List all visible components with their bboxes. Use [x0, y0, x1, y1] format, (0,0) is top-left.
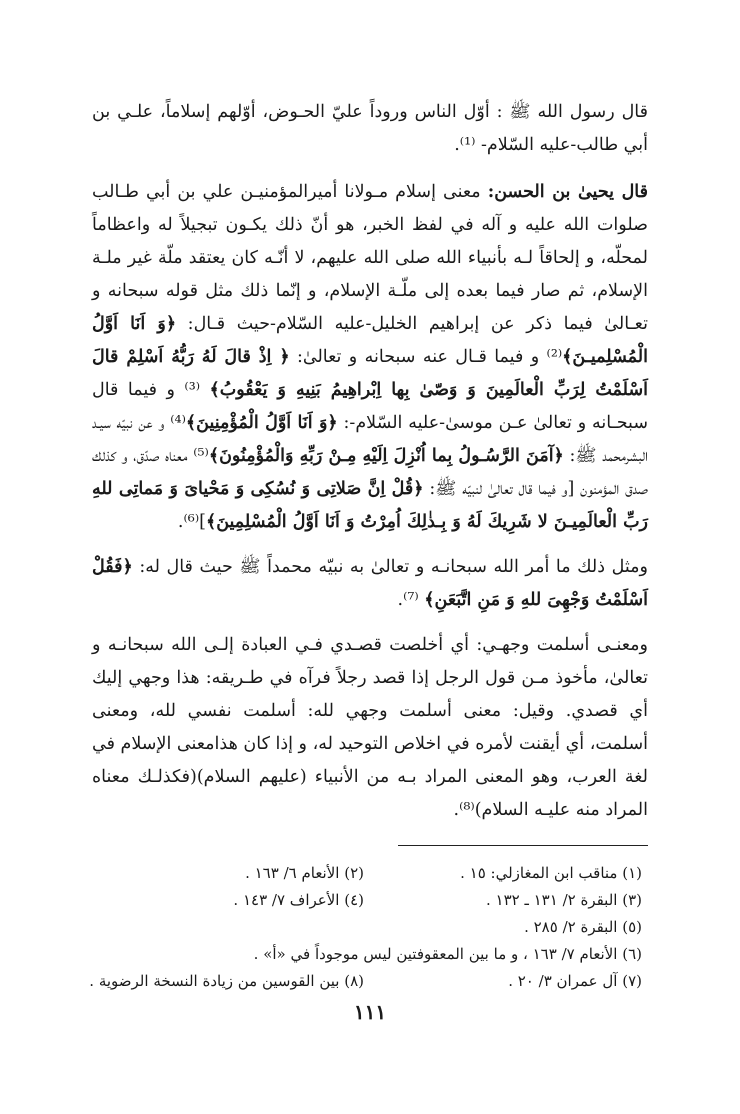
paragraph-hadith	[92, 96, 648, 162]
quran-verse-4: ﴿آمَنَ الرَّسُـولُ بِما اُنْزِلَ اِلَيْهِ مِـنْ رَبِّهِ وَالْمُؤْمِنُونَ﴾	[208, 446, 564, 466]
footnote-row	[92, 860, 648, 887]
footnote-5: (٥) البقرة ٢/ ٢٨٥ .	[524, 918, 642, 936]
page-number: ١١١	[353, 1000, 387, 1024]
paragraph-example	[92, 551, 648, 617]
quran-verse-6: ﴿فَقُلْ اَسْلَمْتُ وَجْهِىَ للهِ وَ مَنِ اتَّبَعَنِ﴾	[92, 557, 648, 610]
example-text-a: ومثل ذلك ما أمر الله سبحانـه و تعالىٰ به نبيّه محمداً ﷺ حيث قال له:	[132, 557, 648, 577]
footnote-7: (٧) آل عمران ٣/ ٢٠ .	[508, 972, 642, 990]
paragraph-meaning	[92, 629, 648, 827]
quran-verse-1: ﴿وَ اَنَا اَوَّلُ الْمُسْلِميـنَ﴾	[92, 314, 648, 367]
footnotes	[89, 860, 648, 995]
commentary-text-e: ⁽⁵⁾ معناه صدّق، و كذلك صدق المؤمنون [و فيما قال تعالىٰ لنبيّه ﷺ:	[92, 446, 649, 499]
footnote-row	[92, 887, 648, 914]
footnote-6: (٦) الأنعام ٧/ ١٦٣ ، و ما بين المعقوفتين ليس موجوداً في «أ» .	[253, 945, 642, 963]
footnote-2: (٢) الأنعام ٦/ ١٦٣ .	[245, 864, 364, 882]
footnote-3: (٣) البقرة ٢/ ١٣١ ـ ١٣٢ .	[485, 891, 642, 909]
meaning-text: ومعنـى أسلمت وجهـي: أي أخلصت قصـدي فـي العبادة إلـى الله سبحانـه و تعالىٰ، مأخوذ مـن قول الرجل إذا قصد رجلاً فرآه في طـريقه: هذا وجهي إليك أي قصدي. وقيل: معنى أسلمت وجهي لله: أسلمت نفسي لله، ومعنى أسلمت، أي أيقنت لأمره في اخلاص التوحيد له، و إذا كان هذامعنى الإسلام في لغة العرب، وهو المعنى المراد بـه من الأنبياء (عليهم السلام)(فكذلـك معناه المراد منه عليـه السلام)⁽⁸⁾.	[92, 635, 648, 820]
footnote-1: (١) مناقب ابن المغازلي: ١٥ .	[460, 864, 642, 882]
hadith-text: قال رسول الله ﷺ : أوّل الناس وروداً عليّ الحـوض، أوّلهم إسلاماً، علـي بن أبي طالب-عليه السّلام- ⁽¹⁾.	[92, 102, 648, 155]
author-lead: قال يحيىٰ بن الحسن:	[487, 182, 648, 202]
quran-verse-2: ﴿ اِذْ قالَ لَهُ رَبُّهُ اَسْلِمْ قالَ اَسْلَمْتُ لِرَبِّ الْعالَمِينَ وَ وَصّىٰ بِها اِبْراهِيمُ بَنِيهِ وَ يَعْقُوبُ﴾	[92, 347, 648, 400]
commentary-text-d: ⁽⁴⁾ و عن نبيّه سيـد البشرمحمد ﷺ:	[92, 413, 648, 466]
example-text-b: ⁽⁷⁾.	[397, 590, 425, 610]
commentary-text-a: معنى إسلام مـولانا أميرالمؤمنيـن علي بن أبي طـالب صلوات الله عليه و آله في لفظ الخبر، هو أنّ ذلك يكـون تبجيلاً له واعظاماً لمحلّه، و إلحاقاً لـه بأنبياء الله صلى الله عليهم، لا أنّـه كان يعتقد ملّة غير ملـة الإسلام، ثم صار فيما بعده إلى ملّـة الإسلام، و إنّما ذلك مثل قوله سبحانه و تعـالىٰ فيما ذكر عن إبراهيم الخليل-عليه السّلام-حيث قـال:	[92, 182, 648, 334]
paragraph-commentary	[92, 176, 648, 539]
commentary-text-b: ⁽²⁾ و فيما قـال عنه سبحانه و تعالىٰ:	[289, 347, 563, 367]
footnote-divider	[398, 845, 648, 846]
quran-verse-3: ﴿وَ اَنَا اَوَّلُ الْمُؤْمِنِينَ﴾	[185, 413, 338, 433]
footnote-8: (٨) بين القوسين من زيادة النسخة الرضوية .	[89, 972, 364, 990]
footnote-4: (٤) الأعراف ٧/ ١٤٣ .	[233, 891, 364, 909]
footnote-row	[89, 968, 648, 995]
quran-verse-5: ﴿قُلْ اِنَّ صَلاتِى وَ نُسُكِى وَ مَحْياىَ وَ مَماتِى للهِ رَبِّ الْعالَمِيـنَ لا شَرِيكَ لَهُ وَ بِـذٰلِكَ اُمِرْتُ وَ اَنَا اَوَّلُ الْمُسْلِمِينَ﴾	[92, 479, 648, 532]
commentary-text-c: ⁽³⁾ و فيما قال سبحـانه و تعالىٰ عـن موسىٰ-عليه السّلام-:	[92, 380, 648, 433]
commentary-text-f: ]⁽⁶⁾.	[177, 512, 206, 532]
